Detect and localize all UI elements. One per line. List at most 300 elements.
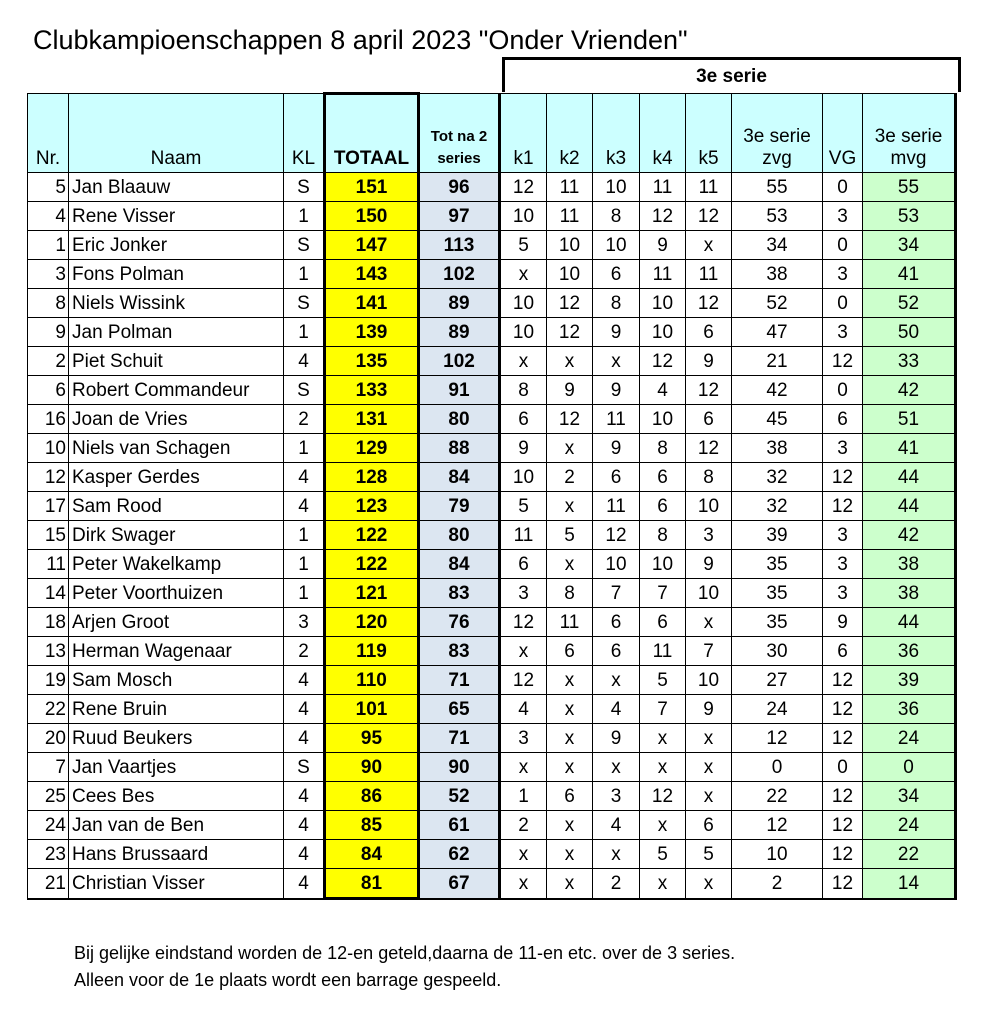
cell-vg: 3 bbox=[823, 318, 863, 347]
cell-kl: S bbox=[284, 173, 325, 202]
cell-vg: 3 bbox=[823, 550, 863, 579]
cell-naam: Rene Visser bbox=[69, 202, 284, 231]
cell-totaal: 122 bbox=[325, 521, 419, 550]
cell-nr: 22 bbox=[28, 695, 69, 724]
cell-totaal: 139 bbox=[325, 318, 419, 347]
cell-k2: 6 bbox=[547, 782, 593, 811]
cell-k4: 11 bbox=[640, 173, 686, 202]
cell-k1: 4 bbox=[500, 695, 547, 724]
cell-kl: 4 bbox=[284, 347, 325, 376]
cell-mvg: 24 bbox=[863, 811, 956, 840]
table-row bbox=[28, 318, 956, 347]
cell-k5: 11 bbox=[686, 173, 732, 202]
cell-nr: 11 bbox=[28, 550, 69, 579]
cell-k3: 3 bbox=[593, 782, 640, 811]
cell-mvg: 24 bbox=[863, 724, 956, 753]
cell-k5: x bbox=[686, 869, 732, 899]
cell-k4: 6 bbox=[640, 608, 686, 637]
cell-kl: 1 bbox=[284, 521, 325, 550]
cell-naam: Sam Rood bbox=[69, 492, 284, 521]
cell-k2: x bbox=[547, 666, 593, 695]
cell-zvg: 10 bbox=[732, 840, 823, 869]
cell-k3: x bbox=[593, 753, 640, 782]
table-row bbox=[28, 521, 956, 550]
cell-k4: 12 bbox=[640, 782, 686, 811]
cell-totaal: 150 bbox=[325, 202, 419, 231]
cell-vg: 9 bbox=[823, 608, 863, 637]
cell-tot2: 89 bbox=[419, 289, 500, 318]
table-row bbox=[28, 579, 956, 608]
cell-k1: x bbox=[500, 869, 547, 899]
cell-totaal: 147 bbox=[325, 231, 419, 260]
cell-kl: 4 bbox=[284, 666, 325, 695]
cell-vg: 0 bbox=[823, 753, 863, 782]
cell-totaal: 120 bbox=[325, 608, 419, 637]
cell-k3: 6 bbox=[593, 260, 640, 289]
cell-k1: 12 bbox=[500, 608, 547, 637]
cell-k4: 5 bbox=[640, 840, 686, 869]
cell-k1: 5 bbox=[500, 231, 547, 260]
cell-k1: 5 bbox=[500, 492, 547, 521]
cell-k4: 7 bbox=[640, 579, 686, 608]
cell-totaal: 84 bbox=[325, 840, 419, 869]
cell-zvg: 24 bbox=[732, 695, 823, 724]
cell-k5: x bbox=[686, 231, 732, 260]
cell-tot2: 96 bbox=[419, 173, 500, 202]
cell-tot2: 80 bbox=[419, 521, 500, 550]
cell-k1: 2 bbox=[500, 811, 547, 840]
cell-mvg: 38 bbox=[863, 579, 956, 608]
cell-nr: 1 bbox=[28, 231, 69, 260]
cell-mvg: 0 bbox=[863, 753, 956, 782]
cell-k3: 9 bbox=[593, 724, 640, 753]
cell-k4: 8 bbox=[640, 434, 686, 463]
cell-mvg: 38 bbox=[863, 550, 956, 579]
cell-nr: 21 bbox=[28, 869, 69, 899]
cell-vg: 12 bbox=[823, 811, 863, 840]
table-row bbox=[28, 202, 956, 231]
table-row bbox=[28, 260, 956, 289]
cell-k2: x bbox=[547, 492, 593, 521]
cell-naam: Jan van de Ben bbox=[69, 811, 284, 840]
cell-tot2: 79 bbox=[419, 492, 500, 521]
header-mvg bbox=[863, 94, 956, 173]
cell-totaal: 81 bbox=[325, 869, 419, 899]
serie-group-header: 3e serie bbox=[502, 57, 961, 92]
cell-k2: 12 bbox=[547, 318, 593, 347]
cell-k1: 6 bbox=[500, 550, 547, 579]
cell-k1: 6 bbox=[500, 405, 547, 434]
cell-naam: Peter Voorthuizen bbox=[69, 579, 284, 608]
cell-vg: 3 bbox=[823, 202, 863, 231]
cell-mvg: 34 bbox=[863, 231, 956, 260]
cell-k4: 10 bbox=[640, 289, 686, 318]
cell-mvg: 41 bbox=[863, 260, 956, 289]
cell-kl: 1 bbox=[284, 434, 325, 463]
cell-kl: 1 bbox=[284, 202, 325, 231]
cell-nr: 13 bbox=[28, 637, 69, 666]
cell-mvg: 36 bbox=[863, 637, 956, 666]
cell-k2: x bbox=[547, 695, 593, 724]
cell-k3: 6 bbox=[593, 608, 640, 637]
cell-zvg: 45 bbox=[732, 405, 823, 434]
cell-totaal: 90 bbox=[325, 753, 419, 782]
cell-zvg: 53 bbox=[732, 202, 823, 231]
cell-totaal: 151 bbox=[325, 173, 419, 202]
cell-kl: 4 bbox=[284, 724, 325, 753]
cell-mvg: 41 bbox=[863, 434, 956, 463]
cell-naam: Joan de Vries bbox=[69, 405, 284, 434]
cell-k1: 9 bbox=[500, 434, 547, 463]
table-row bbox=[28, 637, 956, 666]
table-row bbox=[28, 231, 956, 260]
cell-kl: S bbox=[284, 376, 325, 405]
cell-zvg: 52 bbox=[732, 289, 823, 318]
cell-k2: 12 bbox=[547, 405, 593, 434]
header-tot-line2: series bbox=[437, 150, 481, 167]
cell-totaal: 131 bbox=[325, 405, 419, 434]
cell-kl: 4 bbox=[284, 463, 325, 492]
cell-k1: x bbox=[500, 347, 547, 376]
cell-kl: 2 bbox=[284, 637, 325, 666]
cell-k2: 11 bbox=[547, 608, 593, 637]
cell-naam: Jan Vaartjes bbox=[69, 753, 284, 782]
cell-totaal: 101 bbox=[325, 695, 419, 724]
cell-k2: 9 bbox=[547, 376, 593, 405]
cell-k1: 10 bbox=[500, 318, 547, 347]
cell-k3: 8 bbox=[593, 289, 640, 318]
cell-k3: 9 bbox=[593, 434, 640, 463]
cell-naam: Niels van Schagen bbox=[69, 434, 284, 463]
cell-naam: Sam Mosch bbox=[69, 666, 284, 695]
cell-k5: 10 bbox=[686, 666, 732, 695]
header-zvg bbox=[732, 94, 823, 173]
cell-naam: Cees Bes bbox=[69, 782, 284, 811]
table-row bbox=[28, 811, 956, 840]
table-row bbox=[28, 492, 956, 521]
cell-k5: 7 bbox=[686, 637, 732, 666]
cell-vg: 6 bbox=[823, 405, 863, 434]
header-tot-line1: Tot na 2 bbox=[430, 128, 488, 145]
table-row bbox=[28, 695, 956, 724]
cell-mvg: 44 bbox=[863, 608, 956, 637]
cell-vg: 3 bbox=[823, 521, 863, 550]
cell-zvg: 35 bbox=[732, 550, 823, 579]
cell-zvg: 2 bbox=[732, 869, 823, 899]
cell-k1: 11 bbox=[500, 521, 547, 550]
cell-k1: 1 bbox=[500, 782, 547, 811]
cell-kl: S bbox=[284, 753, 325, 782]
cell-naam: Christian Visser bbox=[69, 869, 284, 899]
cell-totaal: 122 bbox=[325, 550, 419, 579]
cell-k2: x bbox=[547, 347, 593, 376]
cell-zvg: 42 bbox=[732, 376, 823, 405]
cell-tot2: 71 bbox=[419, 724, 500, 753]
cell-k1: x bbox=[500, 260, 547, 289]
cell-k2: x bbox=[547, 550, 593, 579]
cell-naam: Rene Bruin bbox=[69, 695, 284, 724]
cell-k3: 8 bbox=[593, 202, 640, 231]
cell-k4: 4 bbox=[640, 376, 686, 405]
cell-mvg: 14 bbox=[863, 869, 956, 899]
cell-k2: x bbox=[547, 724, 593, 753]
table-row bbox=[28, 666, 956, 695]
cell-k4: 6 bbox=[640, 492, 686, 521]
cell-nr: 15 bbox=[28, 521, 69, 550]
cell-vg: 3 bbox=[823, 434, 863, 463]
table-header-row bbox=[28, 94, 956, 173]
results-table bbox=[27, 92, 957, 900]
cell-kl: 4 bbox=[284, 840, 325, 869]
cell-vg: 3 bbox=[823, 260, 863, 289]
cell-k5: x bbox=[686, 753, 732, 782]
cell-k5: 5 bbox=[686, 840, 732, 869]
cell-totaal: 143 bbox=[325, 260, 419, 289]
table-row bbox=[28, 173, 956, 202]
cell-mvg: 53 bbox=[863, 202, 956, 231]
cell-mvg: 42 bbox=[863, 521, 956, 550]
cell-k5: 12 bbox=[686, 202, 732, 231]
cell-k4: 12 bbox=[640, 347, 686, 376]
cell-totaal: 123 bbox=[325, 492, 419, 521]
cell-k1: 12 bbox=[500, 173, 547, 202]
cell-mvg: 34 bbox=[863, 782, 956, 811]
cell-naam: Peter Wakelkamp bbox=[69, 550, 284, 579]
cell-tot2: 90 bbox=[419, 753, 500, 782]
cell-k4: x bbox=[640, 753, 686, 782]
cell-tot2: 83 bbox=[419, 637, 500, 666]
cell-k2: 5 bbox=[547, 521, 593, 550]
cell-k4: 11 bbox=[640, 637, 686, 666]
cell-vg: 0 bbox=[823, 231, 863, 260]
table-row bbox=[28, 463, 956, 492]
cell-k2: x bbox=[547, 434, 593, 463]
cell-kl: 1 bbox=[284, 318, 325, 347]
header-k3: k3 bbox=[593, 94, 640, 173]
table-row bbox=[28, 869, 956, 899]
header-k1: k1 bbox=[500, 94, 547, 173]
cell-k3: 10 bbox=[593, 231, 640, 260]
cell-k3: 9 bbox=[593, 318, 640, 347]
header-mvg-line1: 3e serie bbox=[874, 126, 943, 147]
cell-kl: S bbox=[284, 231, 325, 260]
cell-tot2: 84 bbox=[419, 550, 500, 579]
cell-k3: 10 bbox=[593, 173, 640, 202]
cell-tot2: 102 bbox=[419, 347, 500, 376]
cell-kl: 3 bbox=[284, 608, 325, 637]
cell-mvg: 44 bbox=[863, 463, 956, 492]
cell-totaal: 141 bbox=[325, 289, 419, 318]
cell-zvg: 32 bbox=[732, 463, 823, 492]
cell-naam: Fons Polman bbox=[69, 260, 284, 289]
cell-naam: Piet Schuit bbox=[69, 347, 284, 376]
cell-k3: x bbox=[593, 666, 640, 695]
cell-tot2: 80 bbox=[419, 405, 500, 434]
cell-k5: 9 bbox=[686, 695, 732, 724]
cell-naam: Ruud Beukers bbox=[69, 724, 284, 753]
cell-mvg: 55 bbox=[863, 173, 956, 202]
cell-k3: 4 bbox=[593, 695, 640, 724]
cell-naam: Herman Wagenaar bbox=[69, 637, 284, 666]
cell-totaal: 133 bbox=[325, 376, 419, 405]
cell-zvg: 55 bbox=[732, 173, 823, 202]
cell-k4: 12 bbox=[640, 202, 686, 231]
cell-mvg: 50 bbox=[863, 318, 956, 347]
cell-k3: 4 bbox=[593, 811, 640, 840]
cell-zvg: 12 bbox=[732, 724, 823, 753]
cell-nr: 8 bbox=[28, 289, 69, 318]
cell-k4: 10 bbox=[640, 405, 686, 434]
cell-k4: 11 bbox=[640, 260, 686, 289]
cell-totaal: 129 bbox=[325, 434, 419, 463]
cell-vg: 12 bbox=[823, 782, 863, 811]
cell-vg: 12 bbox=[823, 347, 863, 376]
cell-totaal: 119 bbox=[325, 637, 419, 666]
table-row bbox=[28, 434, 956, 463]
cell-nr: 16 bbox=[28, 405, 69, 434]
cell-k4: 10 bbox=[640, 318, 686, 347]
table-row bbox=[28, 608, 956, 637]
page-title: Clubkampioenschappen 8 april 2023 "Onder Vrienden" bbox=[33, 25, 688, 55]
cell-naam: Niels Wissink bbox=[69, 289, 284, 318]
cell-k3: 11 bbox=[593, 405, 640, 434]
cell-totaal: 95 bbox=[325, 724, 419, 753]
footnote-line2: Alleen voor de 1e plaats wordt een barrage gespeeld. bbox=[74, 970, 502, 990]
cell-nr: 25 bbox=[28, 782, 69, 811]
cell-tot2: 76 bbox=[419, 608, 500, 637]
header-nr: Nr. bbox=[28, 94, 69, 173]
cell-kl: 4 bbox=[284, 492, 325, 521]
cell-nr: 23 bbox=[28, 840, 69, 869]
cell-kl: 2 bbox=[284, 405, 325, 434]
cell-nr: 20 bbox=[28, 724, 69, 753]
cell-tot2: 71 bbox=[419, 666, 500, 695]
table-row bbox=[28, 405, 956, 434]
cell-k1: x bbox=[500, 840, 547, 869]
cell-tot2: 67 bbox=[419, 869, 500, 899]
cell-tot2: 65 bbox=[419, 695, 500, 724]
cell-k3: 10 bbox=[593, 550, 640, 579]
cell-zvg: 21 bbox=[732, 347, 823, 376]
cell-mvg: 39 bbox=[863, 666, 956, 695]
cell-vg: 3 bbox=[823, 579, 863, 608]
cell-tot2: 62 bbox=[419, 840, 500, 869]
cell-vg: 12 bbox=[823, 492, 863, 521]
cell-k3: 11 bbox=[593, 492, 640, 521]
cell-totaal: 121 bbox=[325, 579, 419, 608]
cell-zvg: 12 bbox=[732, 811, 823, 840]
cell-k5: 3 bbox=[686, 521, 732, 550]
cell-kl: 1 bbox=[284, 550, 325, 579]
cell-k5: 9 bbox=[686, 347, 732, 376]
cell-naam: Jan Blaauw bbox=[69, 173, 284, 202]
cell-k3: 12 bbox=[593, 521, 640, 550]
cell-naam: Arjen Groot bbox=[69, 608, 284, 637]
cell-nr: 4 bbox=[28, 202, 69, 231]
cell-k3: 6 bbox=[593, 637, 640, 666]
cell-k2: 11 bbox=[547, 202, 593, 231]
cell-totaal: 110 bbox=[325, 666, 419, 695]
cell-k4: 10 bbox=[640, 550, 686, 579]
cell-k4: 8 bbox=[640, 521, 686, 550]
cell-kl: 4 bbox=[284, 695, 325, 724]
header-kl: KL bbox=[284, 94, 325, 173]
cell-zvg: 22 bbox=[732, 782, 823, 811]
cell-k1: 12 bbox=[500, 666, 547, 695]
cell-totaal: 85 bbox=[325, 811, 419, 840]
cell-nr: 2 bbox=[28, 347, 69, 376]
cell-k5: x bbox=[686, 782, 732, 811]
cell-mvg: 22 bbox=[863, 840, 956, 869]
cell-zvg: 47 bbox=[732, 318, 823, 347]
cell-k2: x bbox=[547, 753, 593, 782]
cell-tot2: 52 bbox=[419, 782, 500, 811]
cell-k5: 6 bbox=[686, 405, 732, 434]
cell-k5: 12 bbox=[686, 289, 732, 318]
cell-naam: Dirk Swager bbox=[69, 521, 284, 550]
cell-nr: 5 bbox=[28, 173, 69, 202]
cell-k4: 6 bbox=[640, 463, 686, 492]
cell-nr: 7 bbox=[28, 753, 69, 782]
cell-nr: 18 bbox=[28, 608, 69, 637]
header-zvg-line2: zvg bbox=[762, 148, 792, 169]
cell-k3: x bbox=[593, 840, 640, 869]
cell-k5: 12 bbox=[686, 434, 732, 463]
cell-mvg: 44 bbox=[863, 492, 956, 521]
table-row bbox=[28, 289, 956, 318]
table-row bbox=[28, 753, 956, 782]
cell-zvg: 34 bbox=[732, 231, 823, 260]
cell-k1: 3 bbox=[500, 579, 547, 608]
table-row bbox=[28, 347, 956, 376]
cell-k2: 6 bbox=[547, 637, 593, 666]
cell-tot2: 61 bbox=[419, 811, 500, 840]
cell-tot2: 84 bbox=[419, 463, 500, 492]
header-k2: k2 bbox=[547, 94, 593, 173]
cell-tot2: 89 bbox=[419, 318, 500, 347]
cell-zvg: 32 bbox=[732, 492, 823, 521]
cell-k4: x bbox=[640, 811, 686, 840]
cell-k2: 2 bbox=[547, 463, 593, 492]
cell-tot2: 97 bbox=[419, 202, 500, 231]
cell-kl: 1 bbox=[284, 260, 325, 289]
cell-k4: x bbox=[640, 724, 686, 753]
cell-naam: Hans Brussaard bbox=[69, 840, 284, 869]
footnote-line1: Bij gelijke eindstand worden de 12-en geteld,daarna de 11-en etc. over de 3 series. bbox=[74, 943, 736, 963]
header-tot-na-2-series bbox=[419, 94, 500, 173]
cell-kl: 4 bbox=[284, 869, 325, 899]
header-zvg-line1: 3e serie bbox=[743, 126, 811, 147]
table-row bbox=[28, 840, 956, 869]
cell-tot2: 88 bbox=[419, 434, 500, 463]
cell-nr: 24 bbox=[28, 811, 69, 840]
cell-nr: 12 bbox=[28, 463, 69, 492]
cell-totaal: 86 bbox=[325, 782, 419, 811]
cell-k2: x bbox=[547, 840, 593, 869]
cell-kl: 4 bbox=[284, 782, 325, 811]
cell-zvg: 0 bbox=[732, 753, 823, 782]
cell-k1: 10 bbox=[500, 289, 547, 318]
cell-mvg: 51 bbox=[863, 405, 956, 434]
cell-k2: 10 bbox=[547, 260, 593, 289]
cell-k5: 6 bbox=[686, 318, 732, 347]
cell-k3: 9 bbox=[593, 376, 640, 405]
cell-k4: 9 bbox=[640, 231, 686, 260]
cell-k4: 5 bbox=[640, 666, 686, 695]
cell-mvg: 52 bbox=[863, 289, 956, 318]
cell-kl: 1 bbox=[284, 579, 325, 608]
cell-k1: x bbox=[500, 637, 547, 666]
